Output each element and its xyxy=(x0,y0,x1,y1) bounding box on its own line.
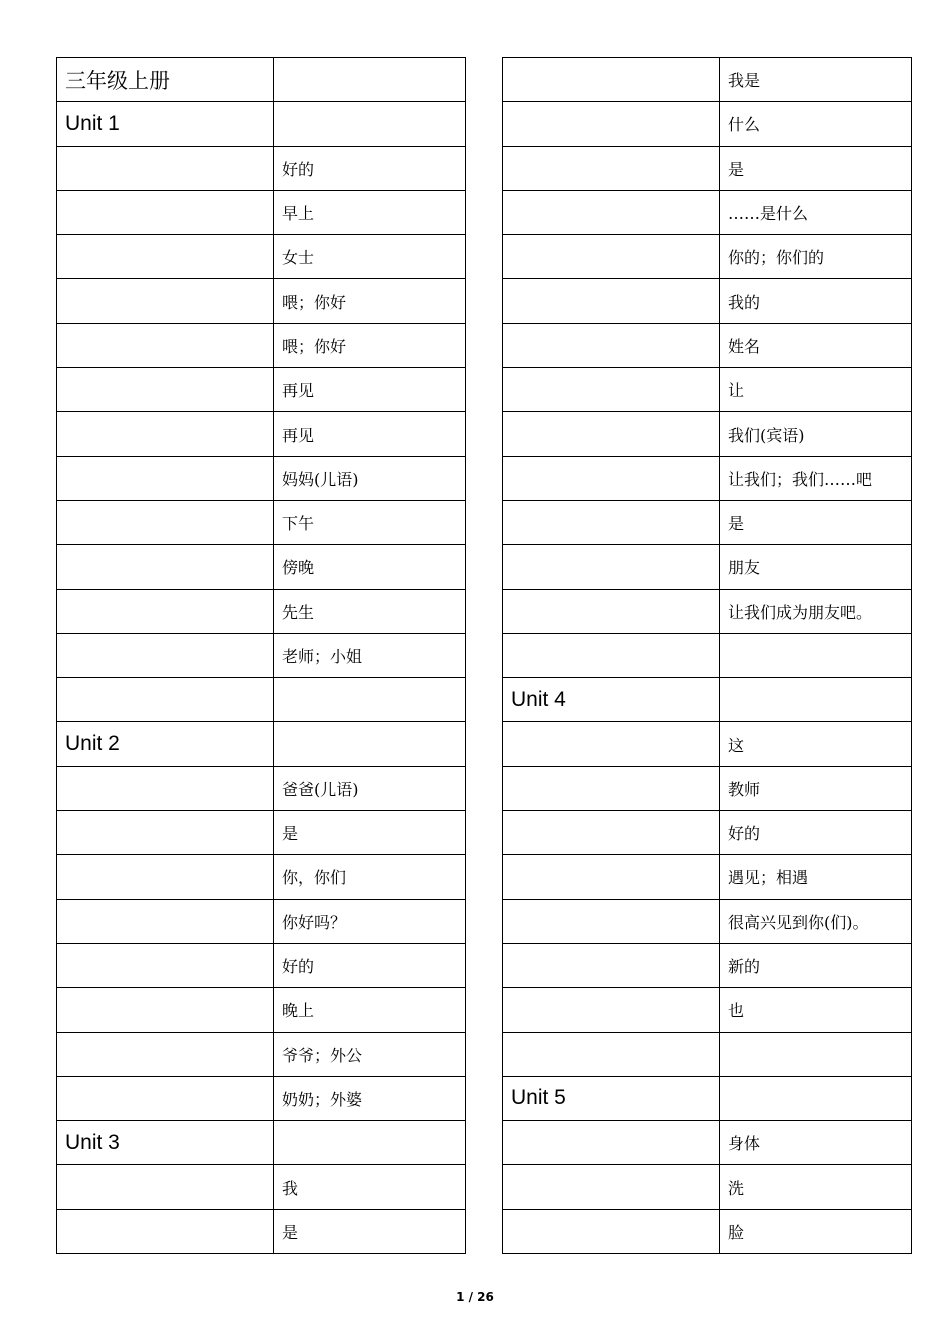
english-cell xyxy=(503,1121,720,1165)
english-cell xyxy=(57,633,274,677)
english-cell xyxy=(57,500,274,544)
english-cell xyxy=(57,235,274,279)
table-row xyxy=(503,412,912,456)
english-cell xyxy=(503,943,720,987)
table-row xyxy=(57,58,466,102)
vocab-table-right xyxy=(502,57,912,1254)
english-cell xyxy=(57,855,274,899)
table-row xyxy=(57,855,466,899)
english-cell xyxy=(503,589,720,633)
chinese-meaning-cell: 教师 xyxy=(720,766,912,810)
chinese-meaning-cell xyxy=(274,102,466,146)
english-cell xyxy=(57,146,274,190)
table-row xyxy=(503,146,912,190)
english-cell xyxy=(57,811,274,855)
table-row xyxy=(503,1165,912,1209)
chinese-meaning-cell xyxy=(720,1076,912,1120)
chinese-meaning-cell: 是 xyxy=(274,811,466,855)
table-row xyxy=(503,988,912,1032)
chinese-meaning-cell xyxy=(720,678,912,722)
chinese-meaning-cell: 让 xyxy=(720,368,912,412)
english-cell xyxy=(503,235,720,279)
chinese-meaning-cell: 是 xyxy=(720,500,912,544)
table-row xyxy=(503,545,912,589)
table-row xyxy=(503,1032,912,1076)
english-cell xyxy=(503,988,720,1032)
chinese-meaning-cell: 先生 xyxy=(274,589,466,633)
chinese-meaning-cell: 这 xyxy=(720,722,912,766)
chinese-meaning-cell: 是 xyxy=(274,1209,466,1253)
english-cell xyxy=(503,1032,720,1076)
table-row xyxy=(57,811,466,855)
chinese-meaning-cell: 你的；你们的 xyxy=(720,235,912,279)
table-row xyxy=(503,1209,912,1253)
chinese-meaning-cell: 再见 xyxy=(274,368,466,412)
chinese-meaning-cell: 女士 xyxy=(274,235,466,279)
table-row xyxy=(57,279,466,323)
table-row xyxy=(57,1032,466,1076)
english-cell xyxy=(503,323,720,367)
table-row xyxy=(503,190,912,234)
table-row xyxy=(57,1209,466,1253)
chinese-meaning-cell: 爷爷；外公 xyxy=(274,1032,466,1076)
chinese-meaning-cell: 我 xyxy=(274,1165,466,1209)
english-cell xyxy=(57,1165,274,1209)
table-row xyxy=(57,412,466,456)
table-row xyxy=(57,766,466,810)
chinese-meaning-cell: 你，你们 xyxy=(274,855,466,899)
chinese-meaning-cell: 我是 xyxy=(720,58,912,102)
chinese-meaning-cell: 很高兴见到你(们)。 xyxy=(720,899,912,943)
english-cell xyxy=(503,456,720,500)
english-cell xyxy=(503,58,720,102)
table-row xyxy=(503,456,912,500)
chinese-meaning-cell xyxy=(274,678,466,722)
chinese-meaning-cell: 身体 xyxy=(720,1121,912,1165)
chinese-meaning-cell: 是 xyxy=(720,146,912,190)
english-cell xyxy=(503,368,720,412)
chinese-meaning-cell: 好的 xyxy=(720,811,912,855)
english-cell xyxy=(503,545,720,589)
table-row xyxy=(503,633,912,677)
table-row xyxy=(503,235,912,279)
english-cell xyxy=(57,456,274,500)
english-cell xyxy=(503,766,720,810)
english-cell xyxy=(503,190,720,234)
table-row xyxy=(503,766,912,810)
chinese-meaning-cell: 早上 xyxy=(274,190,466,234)
english-cell xyxy=(503,811,720,855)
english-cell xyxy=(503,279,720,323)
english-cell xyxy=(57,766,274,810)
chinese-meaning-cell: 姓名 xyxy=(720,323,912,367)
page-number: 1 / 26 xyxy=(456,1290,494,1304)
table-row xyxy=(57,1165,466,1209)
table-row xyxy=(503,899,912,943)
table-row xyxy=(57,1076,466,1120)
english-cell xyxy=(57,545,274,589)
english-cell xyxy=(57,988,274,1032)
english-cell: Unit 4 xyxy=(503,678,720,722)
table-row xyxy=(57,146,466,190)
english-cell: Unit 3 xyxy=(57,1121,274,1165)
table-row xyxy=(503,678,912,722)
english-cell: Unit 1 xyxy=(57,102,274,146)
table-row xyxy=(503,1121,912,1165)
english-cell xyxy=(57,678,274,722)
chinese-meaning-cell: 让我们；我们……吧 xyxy=(720,456,912,500)
english-cell xyxy=(503,500,720,544)
table-row xyxy=(503,500,912,544)
table-row xyxy=(57,235,466,279)
table-row xyxy=(57,722,466,766)
chinese-meaning-cell: 奶奶；外婆 xyxy=(274,1076,466,1120)
table-row xyxy=(57,988,466,1032)
table-row xyxy=(57,1121,466,1165)
table-row xyxy=(57,943,466,987)
english-cell xyxy=(57,899,274,943)
english-cell xyxy=(57,1076,274,1120)
english-cell: Unit 2 xyxy=(57,722,274,766)
table-row xyxy=(503,943,912,987)
chinese-meaning-cell: 下午 xyxy=(274,500,466,544)
chinese-meaning-cell: 傍晚 xyxy=(274,545,466,589)
chinese-meaning-cell: 脸 xyxy=(720,1209,912,1253)
english-cell xyxy=(57,589,274,633)
english-cell xyxy=(503,1209,720,1253)
chinese-meaning-cell: ……是什么 xyxy=(720,190,912,234)
english-cell xyxy=(57,1209,274,1253)
table-row xyxy=(503,855,912,899)
chinese-meaning-cell: 好的 xyxy=(274,146,466,190)
chinese-meaning-cell: 让我们成为朋友吧。 xyxy=(720,589,912,633)
english-cell xyxy=(57,190,274,234)
table-row xyxy=(503,368,912,412)
english-cell xyxy=(57,323,274,367)
chinese-meaning-cell xyxy=(274,1121,466,1165)
chinese-meaning-cell: 再见 xyxy=(274,412,466,456)
english-cell xyxy=(57,368,274,412)
english-cell xyxy=(57,943,274,987)
table-row xyxy=(503,58,912,102)
chinese-meaning-cell: 洗 xyxy=(720,1165,912,1209)
english-cell xyxy=(503,633,720,677)
chinese-meaning-cell xyxy=(720,633,912,677)
chinese-meaning-cell: 晚上 xyxy=(274,988,466,1032)
table-row xyxy=(503,1076,912,1120)
english-cell xyxy=(503,412,720,456)
chinese-meaning-cell xyxy=(720,1032,912,1076)
table-row xyxy=(503,722,912,766)
english-cell xyxy=(57,279,274,323)
english-cell: Unit 5 xyxy=(503,1076,720,1120)
table-row xyxy=(57,500,466,544)
chinese-meaning-cell: 朋友 xyxy=(720,545,912,589)
english-cell xyxy=(503,146,720,190)
english-cell xyxy=(503,855,720,899)
table-row xyxy=(503,102,912,146)
table-row xyxy=(57,589,466,633)
table-row xyxy=(57,899,466,943)
chinese-meaning-cell: 你好吗？ xyxy=(274,899,466,943)
table-row xyxy=(57,456,466,500)
table-row xyxy=(57,633,466,677)
chinese-meaning-cell: 妈妈(儿语) xyxy=(274,456,466,500)
table-row xyxy=(503,323,912,367)
table-row xyxy=(503,279,912,323)
table-row xyxy=(57,323,466,367)
english-cell: 三年级上册 xyxy=(57,58,274,102)
chinese-meaning-cell: 我们(宾语) xyxy=(720,412,912,456)
chinese-meaning-cell: 什么 xyxy=(720,102,912,146)
chinese-meaning-cell xyxy=(274,58,466,102)
english-cell xyxy=(503,722,720,766)
english-cell xyxy=(503,1165,720,1209)
chinese-meaning-cell: 我的 xyxy=(720,279,912,323)
table-row xyxy=(503,811,912,855)
chinese-meaning-cell xyxy=(274,722,466,766)
table-row xyxy=(57,190,466,234)
chinese-meaning-cell: 喂；你好 xyxy=(274,323,466,367)
table-row xyxy=(503,589,912,633)
english-cell xyxy=(57,1032,274,1076)
chinese-meaning-cell: 喂；你好 xyxy=(274,279,466,323)
chinese-meaning-cell: 爸爸(儿语) xyxy=(274,766,466,810)
table-row xyxy=(57,678,466,722)
chinese-meaning-cell: 好的 xyxy=(274,943,466,987)
english-cell xyxy=(503,102,720,146)
chinese-meaning-cell: 也 xyxy=(720,988,912,1032)
english-cell xyxy=(57,412,274,456)
chinese-meaning-cell: 遇见；相遇 xyxy=(720,855,912,899)
chinese-meaning-cell: 老师；小姐 xyxy=(274,633,466,677)
vocab-table-left xyxy=(56,57,466,1254)
table-row xyxy=(57,368,466,412)
table-row xyxy=(57,545,466,589)
english-cell xyxy=(503,899,720,943)
chinese-meaning-cell: 新的 xyxy=(720,943,912,987)
table-row xyxy=(57,102,466,146)
